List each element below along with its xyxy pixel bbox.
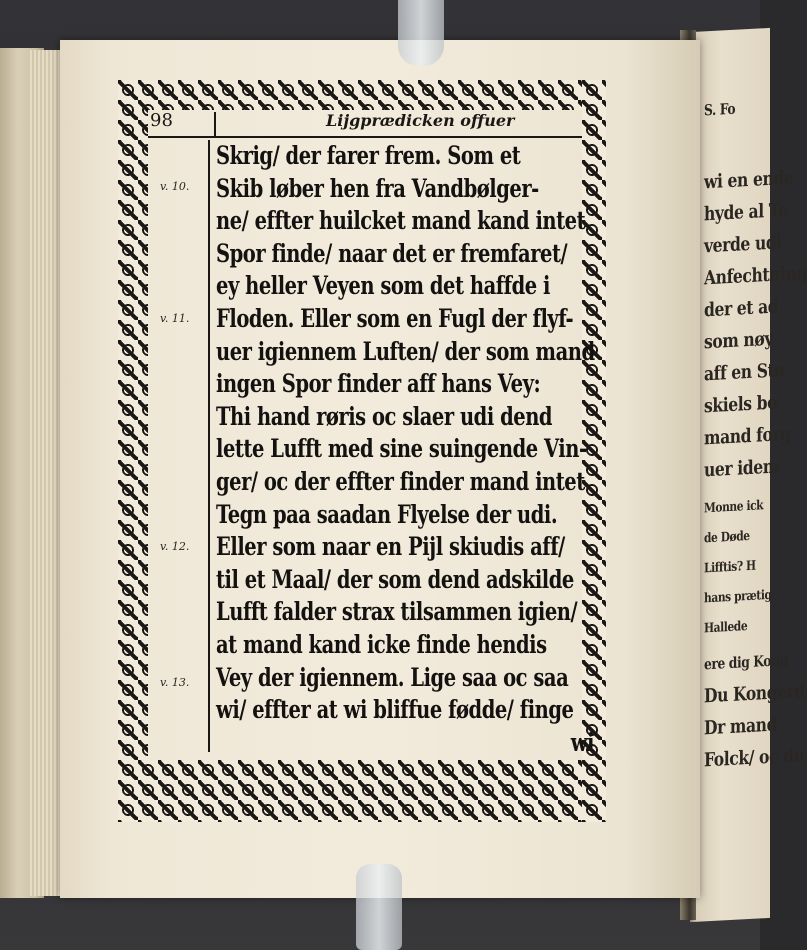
text-line: til et Maal/ der som dend adskilde xyxy=(216,564,574,594)
text-line: uer igiennem Luften/ der som mand xyxy=(216,336,595,366)
text-line: ey heller Veyen som det haffde i xyxy=(216,271,550,301)
facing-line: S. Fo xyxy=(704,99,736,120)
text-line: Skrig/ der farer frem. Som et xyxy=(216,141,521,170)
facing-page xyxy=(690,28,807,922)
page-clip-bottom xyxy=(356,864,402,950)
text-line: ger/ oc der effter finder mand intet xyxy=(216,466,585,496)
facing-line: mand forg xyxy=(704,422,791,450)
facing-line: uer idem xyxy=(704,455,779,482)
facing-line: aff en Stø xyxy=(704,359,785,386)
facing-line: som nøy xyxy=(704,327,773,354)
verse-marker: v. 13. xyxy=(160,676,190,689)
facing-line: hyde al Te xyxy=(704,198,788,226)
page-edges-left xyxy=(30,50,64,896)
facing-line: de Døde xyxy=(704,528,750,547)
text-line: Spor finde/ naar det er fremfaret/ xyxy=(216,238,568,268)
text-line: wi/ effter at wi bliffue fødde/ finge xyxy=(216,695,574,725)
facing-line: skiels bo xyxy=(704,391,778,418)
text-line: Tegn paa saadan Flyelse der udi. xyxy=(216,499,558,529)
ornamental-border-left xyxy=(118,80,148,822)
header-divider xyxy=(214,112,216,136)
facing-line: Monne ick xyxy=(704,498,764,517)
facing-line: wi en ende xyxy=(704,166,794,194)
verse-marker: v. 12. xyxy=(160,540,190,553)
facing-line: verde udi xyxy=(704,231,782,258)
text-line: Vey der igiennem. Lige saa oc saa xyxy=(216,662,569,692)
facing-line: ere dig Kong xyxy=(704,650,788,674)
facing-line: Anfechtning xyxy=(704,261,807,290)
facing-line: der et ad xyxy=(704,295,779,322)
text-line: at mand kand icke finde hendis xyxy=(216,629,547,659)
running-head: Lijgprædicken offuer xyxy=(326,111,515,130)
text-line: Thi hand røris oc slaer udi dend xyxy=(216,401,553,431)
verse-marker: v. 10. xyxy=(160,180,190,193)
ornamental-border-top xyxy=(118,80,606,110)
body-text xyxy=(216,140,594,759)
facing-line: hans prætig xyxy=(704,587,772,607)
text-line: ne/ effter huilcket mand kand intet xyxy=(216,206,586,236)
verse-marker: v. 11. xyxy=(160,312,190,325)
text-line: ingen Spor finder aff hans Vey: xyxy=(216,369,541,399)
catchword: wi xyxy=(570,727,594,757)
page-clip-top xyxy=(398,0,444,66)
facing-line: Hallede xyxy=(704,619,748,637)
page-number: 98 xyxy=(150,110,173,131)
facing-line: Dr mand xyxy=(704,713,778,740)
text-line: Eller som naar en Pijl skiudis aff/ xyxy=(216,532,565,562)
margin-rule xyxy=(208,140,210,752)
text-line: Lufft falder strax tilsammen igien/ xyxy=(216,597,578,627)
facing-line: Du Kongerd xyxy=(704,680,806,708)
header-rule xyxy=(148,136,582,138)
facing-line: Folck/ oc du xyxy=(704,744,805,772)
text-line: Floden. Eller som en Fugl der flyf- xyxy=(216,303,574,333)
text-line: Skib løber hen fra Vandbølger- xyxy=(216,173,539,203)
ornamental-border-bottom xyxy=(118,760,606,822)
facing-line: Lifftis? H xyxy=(704,558,756,577)
text-line: lette Lufft med sine suingende Vin- xyxy=(216,434,587,464)
